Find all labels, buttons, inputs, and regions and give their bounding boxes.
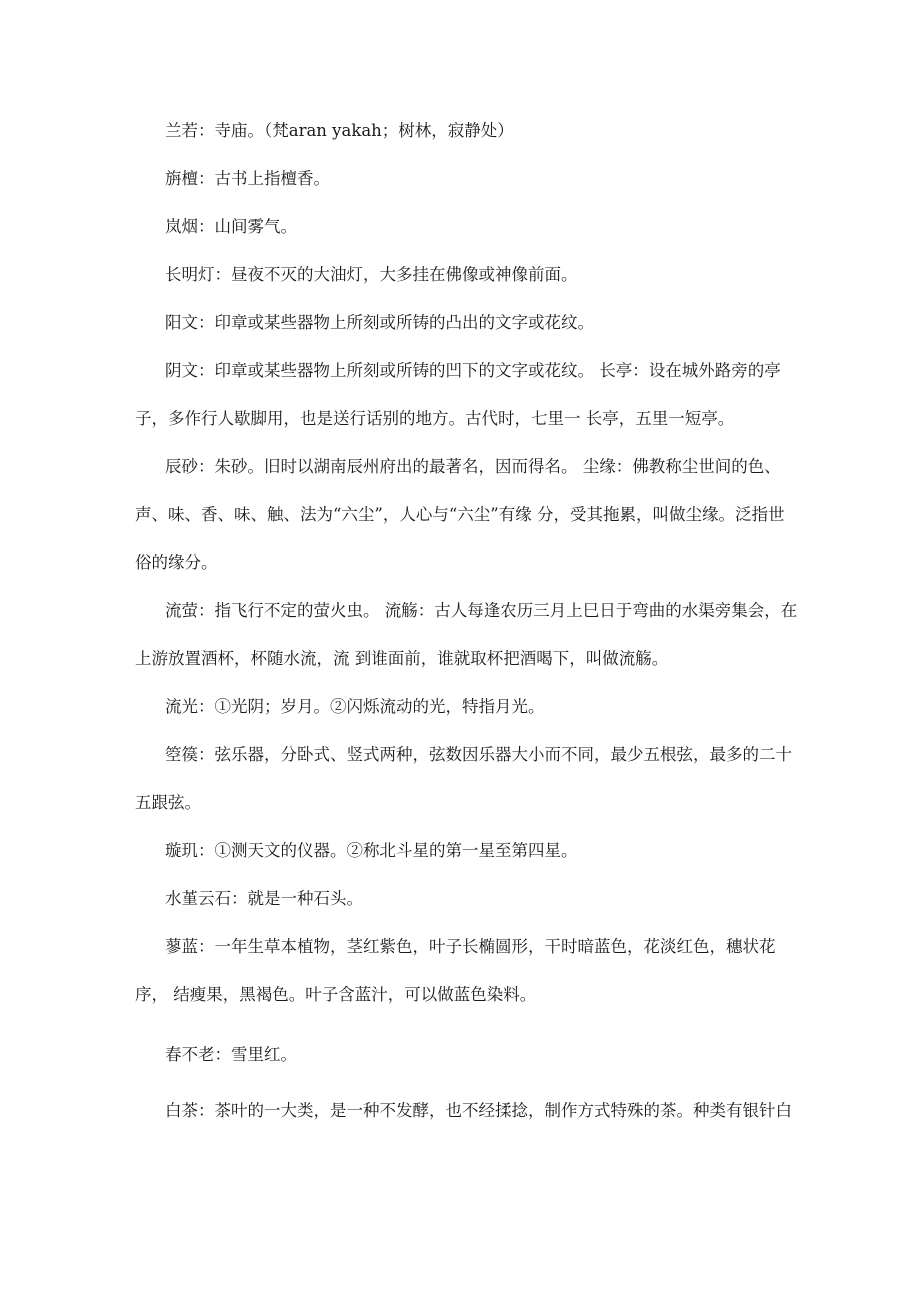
glossary-entry-yangwen: 阳文：印章或某些器物上所刻或所铸的凸出的文字或花纹。 [165, 313, 594, 332]
glossary-entry-liaolan: 蓼蓝：一年生草本植物，茎红紫色，叶子长椭圆形，干时暗蓝色，花淡红色，穗状花序， 结瘦果，黑褐色。叶子含蓝汁，可以做蓝色染料。 [135, 937, 776, 1004]
glossary-entry-zhantan: 旃檀：古书上指檀香。 [165, 169, 330, 188]
glossary-entry-xuanji: 璇玑：①测天文的仪器。②称北斗星的第一星至第四星。 [165, 841, 578, 860]
glossary-entry-lanyan: 岚烟：山间雾气。 [165, 217, 297, 236]
glossary-entry-konghou: 箜篌：弦乐器，分卧式、竖式两种，弦数因乐器大小而不同，最少五根弦，最多的二十五跟弦。 [135, 745, 792, 812]
glossary-entry-changmingdeng: 长明灯：昼夜不灭的大油灯，大多挂在佛像或神像前面。 [165, 265, 578, 284]
glossary-entry-liuguang: 流光：①光阴；岁月。②闪烁流动的光，特指月光。 [165, 697, 545, 716]
glossary-entry-baicha: 白茶：茶叶的一大类，是一种不发酵，也不经揉捻，制作方式特殊的茶。种类有银针白 [165, 1101, 792, 1120]
glossary-entry-chunbulao: 春不老：雪里红。 [165, 1045, 297, 1064]
glossary-entry-chensha: 辰砂：朱砂。旧时以湖南辰州府出的最著名，因而得名。 尘缘：佛教称尘世间的色、声、味、香、味、触、法为“六尘”，人心与“六尘”有缘 分，受其拖累，叫做尘缘。泛指世俗的缘分。 [135, 457, 785, 572]
glossary-entry-shuijinyunshi: 水堇云石：就是一种石头。 [165, 889, 363, 908]
glossary-entry-liuying: 流萤：指飞行不定的萤火虫。 流觞：古人每逢农历三月上巳日于弯曲的水渠旁集会，在上游放置酒杯，杯随水流，流 到谁面前，谁就取杯把酒喝下，叫做流觞。 [135, 601, 798, 668]
glossary-entry-lanruo: 兰若：寺庙。（梵aran yakah；树林，寂静处） [165, 121, 514, 140]
glossary-entry-yinwen: 阴文：印章或某些器物上所刻或所铸的凹下的文字或花纹。 长亭：设在城外路旁的亭子，多作行人歇脚用，也是送行话别的地方。古代时，七里一 长亭，五里一短亭。 [135, 361, 781, 428]
